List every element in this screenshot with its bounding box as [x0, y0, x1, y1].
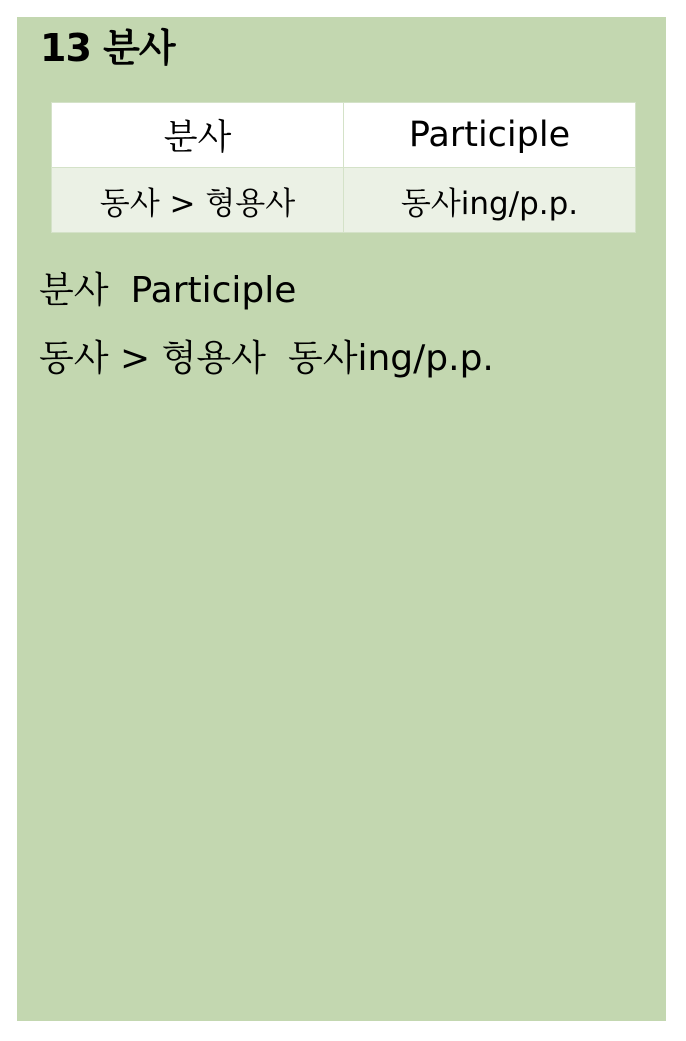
table-cell-meaning: 동사 > 형용사 — [52, 168, 344, 233]
page-title: 13 분사 — [40, 26, 175, 70]
text-line-english: 동사ing/p.p. — [287, 338, 494, 379]
table-header-row — [52, 103, 636, 168]
page-panel — [17, 17, 666, 1021]
text-line-korean: 동사 > 형용사 — [39, 338, 266, 379]
text-line-english: Participle — [130, 270, 297, 311]
text-line-korean: 분사 — [39, 270, 109, 311]
table-row — [52, 168, 636, 233]
text-line-term — [39, 269, 296, 313]
table-cell-term-english: Participle — [344, 103, 636, 168]
text-line-form — [39, 337, 494, 381]
table-cell-form: 동사ing/p.p. — [344, 168, 636, 233]
vocabulary-table — [51, 102, 636, 233]
table-cell-term-korean: 분사 — [52, 103, 344, 168]
